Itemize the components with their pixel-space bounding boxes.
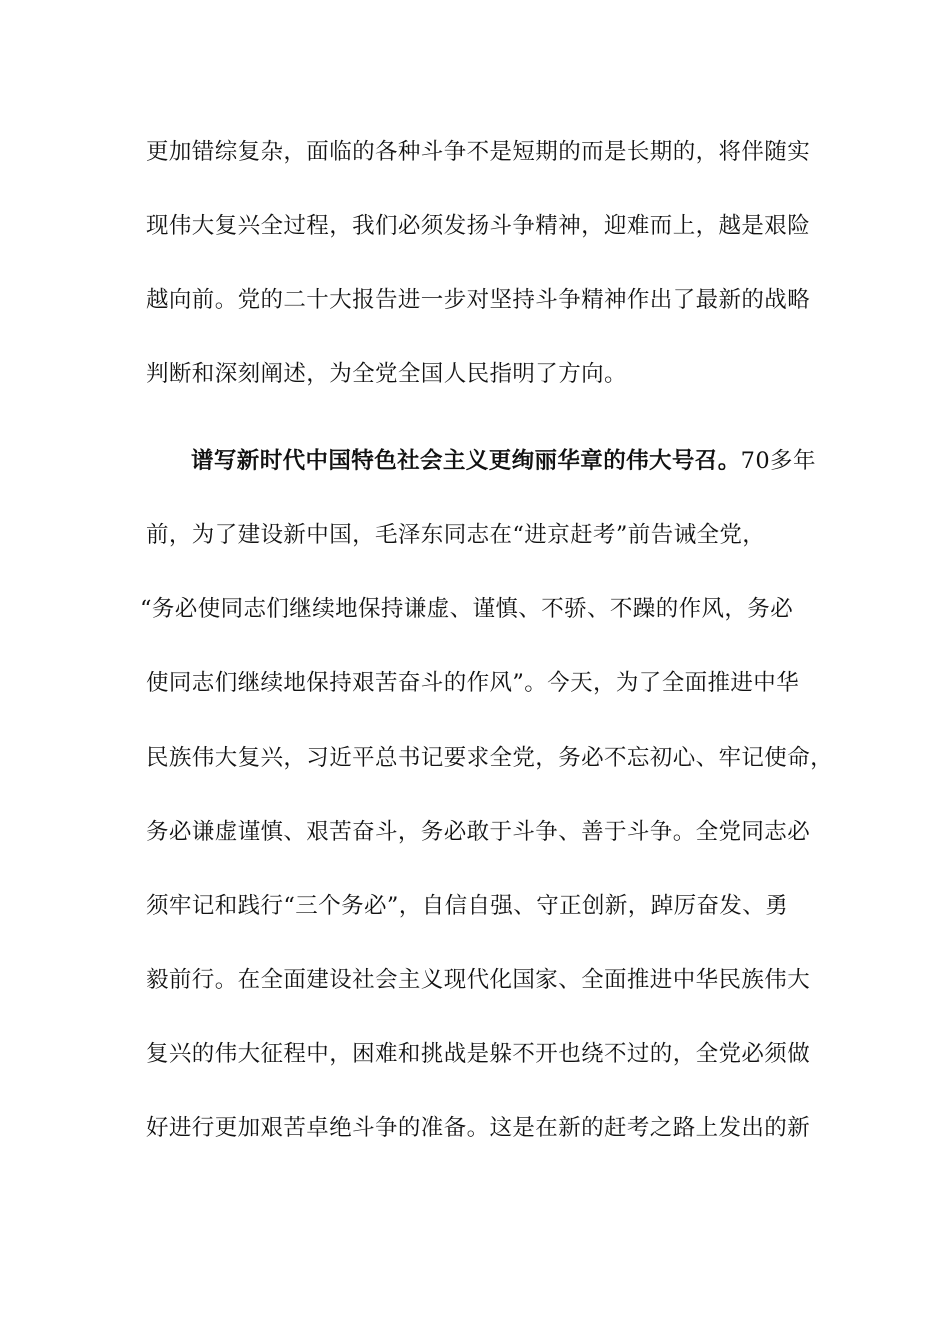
- line-text: 更加错综复杂，面临的各种斗争不是短期的而是长期的，将伴随实: [146, 139, 811, 165]
- line-text: 70多年: [740, 448, 816, 474]
- paragraph-line: [146, 1039, 811, 1069]
- paragraph-line: [140, 594, 800, 624]
- line-text: 判断和深刻阐述，为全党全国人民指明了方向。: [146, 361, 627, 387]
- paragraph-line: [146, 1113, 811, 1143]
- line-text: 务必谦虚谨慎、艰苦奋斗，务必敢于斗争、善于斗争。全党同志必: [146, 819, 811, 845]
- line-text: 越向前。党的二十大报告进一步对坚持斗争精神作出了最新的战略: [146, 287, 811, 313]
- paragraph-line: [146, 137, 811, 167]
- paragraph-line: [146, 668, 806, 698]
- paragraph-line: [146, 359, 806, 389]
- line-text: 前，为了建设新中国，毛泽东同志在“进京赶考”前告诫全党，: [146, 522, 766, 548]
- line-text: 复兴的伟大征程中，困难和挑战是躲不开也绕不过的，全党必须做: [146, 1041, 811, 1067]
- paragraph-line: [146, 891, 806, 921]
- line-text: “务必使同志们继续地保持谦虚、谨慎、不骄、不躁的作风，务必: [140, 596, 794, 622]
- paragraph-line: [146, 743, 834, 773]
- line-text: 现伟大复兴全过程，我们必须发扬斗争精神，迎难而上，越是艰险: [146, 213, 811, 239]
- line-text: 毅前行。在全面建设社会主义现代化国家、全面推进中华民族伟大: [146, 967, 811, 993]
- paragraph-line: [146, 285, 811, 315]
- line-text: 须牢记和践行“三个务必”，自信自强、守正创新，踔厉奋发、勇: [146, 893, 789, 919]
- paragraph-line: [146, 817, 811, 847]
- line-text: 民族伟大复兴，习近平总书记要求全党，务必不忘初心、牢记使命，: [146, 745, 834, 771]
- paragraph-line: [146, 965, 811, 995]
- paragraph-line: [146, 211, 811, 241]
- paragraph-line: [146, 520, 806, 550]
- paragraph-heading: 谱写新时代中国特色社会主义更绚丽华章的伟大号召。: [191, 448, 741, 474]
- paragraph-first-line: [191, 446, 816, 476]
- line-text: 使同志们继续地保持艰苦奋斗的作风”。今天，为了全面推进中华: [146, 670, 800, 696]
- line-text: 好进行更加艰苦卓绝斗争的准备。这是在新的赶考之路上发出的新: [146, 1115, 811, 1141]
